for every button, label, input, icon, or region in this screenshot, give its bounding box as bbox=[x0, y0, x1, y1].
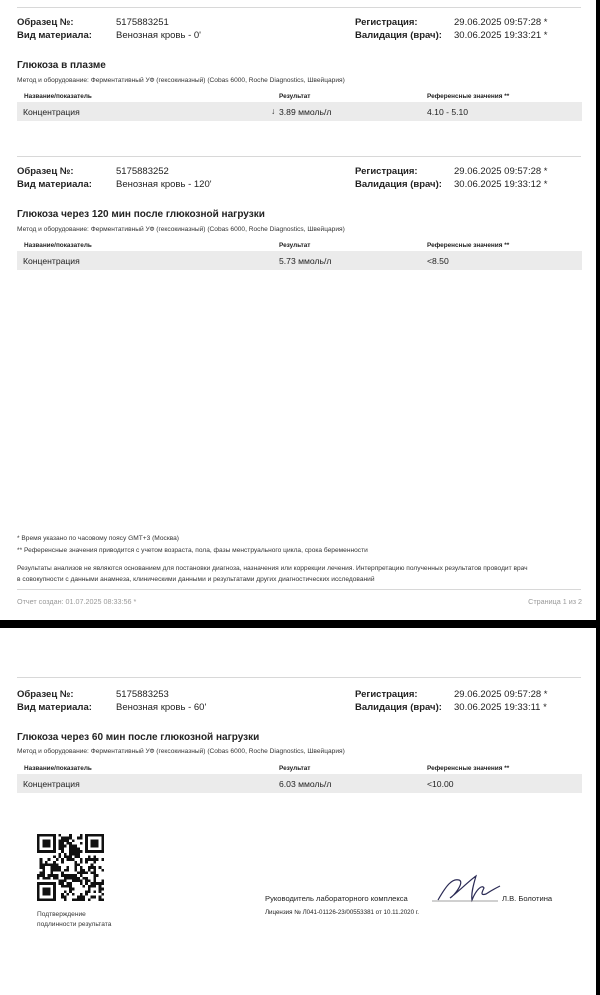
material-value: Венозная кровь - 60' bbox=[116, 702, 207, 713]
parameter-name: Концентрация bbox=[23, 107, 80, 117]
low-arrow-icon: ↓ bbox=[271, 106, 276, 116]
validation-label: Валидация (врач): bbox=[355, 702, 442, 713]
license-text: Лицензия № Л041-01126-23/00553381 от 10.11.2020 г. bbox=[265, 909, 419, 916]
qr-caption-line-1: Подтверждение bbox=[37, 911, 86, 918]
reference-value: 4.10 - 5.10 bbox=[427, 107, 469, 117]
table-row bbox=[17, 774, 582, 793]
column-header-name: Название/показатель bbox=[24, 765, 92, 772]
reference-value: <10.00 bbox=[427, 779, 454, 789]
column-header-reference: Референсные значения ** bbox=[427, 242, 510, 249]
reference-value: <8.50 bbox=[427, 256, 449, 266]
page-number: Страница 1 из 2 bbox=[528, 597, 582, 606]
result-value: 5.73 ммоль/л bbox=[279, 256, 332, 266]
divider bbox=[17, 7, 581, 8]
sample-number: 5175883251 bbox=[116, 17, 169, 28]
qr-caption-line-2: подлинности результата bbox=[37, 921, 112, 928]
column-header-result: Результат bbox=[279, 765, 311, 772]
method-text: Метод и оборудование: Ферментативный УФ (гексокиназный) (Cobas 6000, Roche Diagnostics, Швейцария) bbox=[17, 226, 345, 233]
registration-date: 29.06.2025 09:57:28 * bbox=[454, 689, 548, 700]
material-value: Венозная кровь - 120' bbox=[116, 179, 212, 190]
registration-label: Регистрация: bbox=[355, 166, 418, 177]
sample-label: Образец №: bbox=[17, 166, 74, 177]
report-created: Отчет создан: 01.07.2025 08:33:56 * bbox=[17, 597, 137, 606]
column-header-name: Название/показатель bbox=[24, 93, 92, 100]
signer-name: Л.В. Болотина bbox=[502, 894, 553, 903]
divider bbox=[17, 589, 581, 590]
divider bbox=[17, 156, 581, 157]
disclaimer-line-1: Результаты анализов не являются основанием для постановки диагноза, назначения или коррекции лечения. Интерпретацию полученных результатов проводит врач bbox=[17, 565, 528, 572]
column-header-result: Результат bbox=[279, 93, 311, 100]
sample-number: 5175883252 bbox=[116, 166, 169, 177]
reference-note: ** Референсные значения приводится с учетом возраста, пола, фазы менструального цикла, срока беременности bbox=[17, 547, 368, 554]
registration-date: 29.06.2025 09:57:28 * bbox=[454, 166, 548, 177]
disclaimer-line-2: в совокупности с данными анамнеза, клиническими данными и результатами других диагностических исследований bbox=[17, 576, 375, 583]
validation-label: Валидация (врач): bbox=[355, 179, 442, 190]
sample-label: Образец №: bbox=[17, 17, 74, 28]
table-row bbox=[17, 102, 582, 121]
validation-label: Валидация (врач): bbox=[355, 30, 442, 41]
column-header-name: Название/показатель bbox=[24, 242, 92, 249]
result-value: 6.03 ммоль/л bbox=[279, 779, 332, 789]
report-page-2 bbox=[0, 628, 596, 995]
material-label: Вид материала: bbox=[17, 702, 92, 713]
validation-date: 30.06.2025 19:33:12 * bbox=[454, 179, 548, 190]
test-title: Глюкоза через 60 мин после глюкозной нагрузки bbox=[17, 732, 260, 743]
column-header-reference: Референсные значения ** bbox=[427, 765, 510, 772]
parameter-name: Концентрация bbox=[23, 779, 80, 789]
qr-code[interactable] bbox=[37, 834, 104, 901]
test-title: Глюкоза в плазме bbox=[17, 60, 106, 71]
parameter-name: Концентрация bbox=[23, 256, 80, 266]
material-value: Венозная кровь - 0' bbox=[116, 30, 201, 41]
registration-date: 29.06.2025 09:57:28 * bbox=[454, 17, 548, 28]
timezone-note: * Время указано по часовому поясу GMT+3 (Москва) bbox=[17, 535, 179, 542]
registration-label: Регистрация: bbox=[355, 17, 418, 28]
signer-role: Руководитель лабораторного комплекса bbox=[265, 894, 408, 903]
sample-label: Образец №: bbox=[17, 689, 74, 700]
sample-number: 5175883253 bbox=[116, 689, 169, 700]
divider bbox=[17, 677, 581, 678]
column-header-reference: Референсные значения ** bbox=[427, 93, 510, 100]
column-header-result: Результат bbox=[279, 242, 311, 249]
validation-date: 30.06.2025 19:33:11 * bbox=[454, 702, 547, 713]
material-label: Вид материала: bbox=[17, 179, 92, 190]
registration-label: Регистрация: bbox=[355, 689, 418, 700]
method-text: Метод и оборудование: Ферментативный УФ (гексокиназный) (Cobas 6000, Roche Diagnostics, Швейцария) bbox=[17, 748, 345, 755]
result-value: 3.89 ммоль/л bbox=[279, 107, 332, 117]
test-title: Глюкоза через 120 мин после глюкозной нагрузки bbox=[17, 209, 265, 220]
table-row bbox=[17, 251, 582, 270]
signature-image bbox=[432, 870, 504, 906]
validation-date: 30.06.2025 19:33:21 * bbox=[454, 30, 548, 41]
method-text: Метод и оборудование: Ферментативный УФ (гексокиназный) (Cobas 6000, Roche Diagnostics, Швейцария) bbox=[17, 77, 345, 84]
material-label: Вид материала: bbox=[17, 30, 92, 41]
